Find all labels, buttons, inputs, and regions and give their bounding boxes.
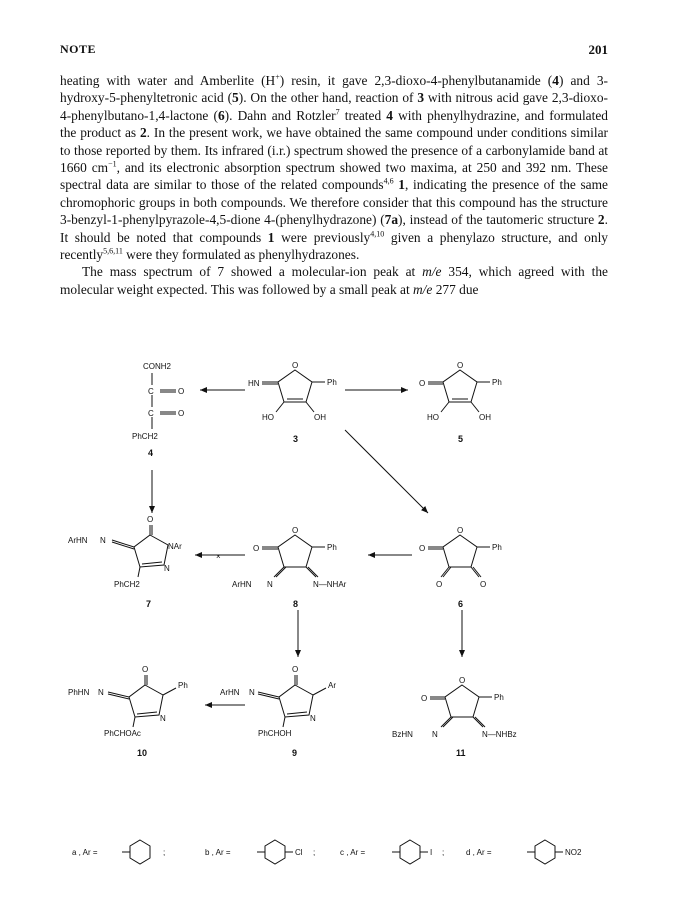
text-segment: , and its electronic absorption spectrum showed two maxima, at 250 and 392 nm. These spectral data are similar to those of the related compounds — [60, 160, 608, 193]
label-nitrogen: N — [98, 688, 104, 697]
label-ph: Ph — [178, 681, 188, 690]
label-oxygen: O — [253, 544, 260, 553]
text-segment: given a phenylazo structure, and only recently — [60, 229, 608, 263]
text-segment: 4 — [552, 73, 559, 88]
label-ring-oxygen: O — [457, 526, 464, 535]
text-segment: with phenylhydrazine, and formulated the product as — [60, 107, 608, 141]
label-arhn: ArHN — [68, 536, 88, 545]
label-arhn: ArHN — [220, 688, 240, 697]
legend-d-substituent: NO2 — [565, 848, 582, 857]
text-segment: ) and 3-hydroxy-5-phenyltetronic acid ( — [60, 73, 608, 106]
text-segment: were they formulated as phenylhydrazones. — [122, 247, 360, 263]
compound-3-ring — [262, 370, 325, 412]
text-segment: 1 — [267, 229, 275, 245]
text-segment: The mass spectrum of 7 showed a molecular-ion peak at — [82, 264, 423, 280]
legend-b-substituent: Cl — [295, 848, 303, 857]
text-segment: m/e — [413, 281, 433, 297]
text-segment: 354, which agreed with the molecular weight expected. This was followed by a small peak at — [60, 264, 608, 297]
compound-10-ring — [108, 675, 176, 727]
text-segment: ). Dahn and Rotzler — [224, 107, 336, 123]
benzene-ring-icon — [527, 840, 563, 864]
legend-b: b , Ar = — [205, 848, 231, 857]
label-oxygen: O — [142, 665, 149, 674]
legend-separator: ; — [442, 848, 445, 857]
label-n-nhar: N—NHAr — [313, 580, 347, 589]
label-ph: Ph — [492, 543, 502, 552]
label-carbon: C — [148, 387, 154, 396]
header-section-label: NOTE — [60, 42, 97, 56]
label-nitrogen: N — [267, 580, 273, 589]
compound-5-ring — [428, 370, 490, 412]
text-segment: heating with water and Amberlite (H — [60, 73, 276, 88]
text-segment: 4,6 — [383, 176, 394, 186]
label-oxygen: O — [480, 580, 487, 589]
label-oh: OH — [314, 413, 326, 422]
legend-separator: ; — [313, 848, 316, 857]
text-segment: 1 — [398, 177, 405, 193]
label-oxygen: O — [292, 665, 299, 674]
text-segment: m/e — [422, 264, 442, 280]
compound-8-ring — [262, 535, 325, 577]
text-segment: ). On the other hand, reaction of — [238, 90, 418, 106]
label-oxygen: O — [419, 544, 426, 553]
label-hn: HN — [248, 379, 260, 388]
benzene-ring-icon — [122, 840, 150, 864]
text-segment: , indicating the presence of the same chromophoric groups in both compounds. We therefore consider that this compound has the structure 3-benzyl-1-phenylpyrazole-4,5-dione 4-(phenylhydrazone) ( — [60, 177, 608, 228]
text-segment: 3 — [417, 90, 425, 106]
aryl-legend — [0, 830, 676, 880]
benzene-ring-icon — [257, 840, 293, 864]
label-oxygen: O — [178, 387, 185, 396]
text-segment: + — [275, 72, 280, 82]
label-ph: Ph — [494, 693, 504, 702]
compound-number-10: 10 — [137, 748, 148, 758]
legend-c-substituent: I — [430, 848, 433, 857]
label-ar: Ar — [328, 681, 336, 690]
label-ph: Ph — [492, 378, 502, 387]
label-nitrogen: N — [164, 564, 170, 573]
label-nitrogen: N — [100, 536, 106, 545]
text-segment: −1 — [108, 159, 117, 169]
compound-11-ring — [430, 685, 492, 727]
text-segment: 7 — [335, 107, 340, 117]
label-nitrogen: N — [310, 714, 316, 723]
text-segment: 5 — [232, 90, 239, 106]
legend-separator: ; — [163, 848, 166, 857]
label-arhn: ArHN — [232, 580, 252, 589]
text-segment: . It should be noted that compounds — [60, 212, 608, 245]
label-ho: HO — [427, 413, 439, 422]
compound-number-9: 9 — [292, 748, 298, 758]
benzene-ring-icon — [392, 840, 428, 864]
text-segment: 5,6,11 — [103, 246, 123, 256]
running-header — [60, 42, 608, 58]
compound-number-3: 3 — [293, 434, 299, 444]
label-oxygen: O — [178, 409, 185, 418]
label-ring-oxygen: O — [457, 361, 464, 370]
label-oxygen: O — [436, 580, 443, 589]
label-ph: Ph — [327, 378, 337, 387]
reaction-scheme — [0, 345, 676, 865]
label-carbon: C — [148, 409, 154, 418]
label-phhn: PhHN — [68, 688, 90, 697]
text-segment: were previously — [274, 229, 371, 245]
compound-4-structure — [152, 373, 176, 429]
label-nitrogen: N — [160, 714, 166, 723]
compound-number-8: 8 — [293, 599, 299, 609]
text-segment: ) resin, it gave 2,3-dioxo-4-phenylbutanamide ( — [279, 73, 553, 88]
legend-d: d , Ar = — [466, 848, 492, 857]
label-ring-oxygen: O — [292, 526, 299, 535]
legend-c: c , Ar = — [340, 848, 366, 857]
body-text — [60, 72, 608, 298]
label-phch2: PhCH2 — [132, 432, 158, 441]
label-ph: Ph — [327, 543, 337, 552]
label-ring-oxygen: O — [459, 676, 466, 685]
label-ho: HO — [262, 413, 274, 422]
compound-number-11: 11 — [456, 748, 466, 758]
compound-9-ring — [258, 675, 326, 727]
text-segment: with nitrous acid gave 2,3-dioxo-4-phenylbutano-1,4-lactone ( — [60, 90, 608, 123]
label-ring-oxygen: O — [292, 361, 299, 370]
text-segment: 7a — [384, 212, 399, 228]
legend-a: a , Ar = — [72, 848, 98, 857]
text-segment: 4 — [386, 107, 393, 123]
label-phchoh: PhCHOH — [258, 729, 292, 738]
blocked-arrow-mark: × — [216, 552, 221, 561]
compound-number-7: 7 — [146, 599, 152, 609]
label-nitrogen: N — [432, 730, 438, 739]
paragraph-2 — [60, 263, 608, 298]
text-segment: 2 — [139, 125, 147, 141]
paragraph-1 — [60, 72, 608, 263]
text-segment: treated — [339, 107, 387, 123]
text-segment: ), instead of the tautomeric structure — [398, 212, 598, 228]
label-nitrogen: N — [249, 688, 255, 697]
label-oxygen: O — [419, 379, 426, 388]
reaction-arrows — [152, 390, 462, 705]
text-segment: 277 due — [432, 281, 479, 297]
label-nar: NAr — [168, 542, 182, 551]
label-bzhn: BzHN — [392, 730, 413, 739]
text-segment: 6 — [217, 107, 225, 123]
compound-number-5: 5 — [458, 434, 464, 444]
compound-6-ring — [428, 535, 490, 577]
compound-number-6: 6 — [458, 599, 464, 609]
label-n-nhbz: N—NHBz — [482, 730, 517, 739]
compound-number-4: 4 — [148, 448, 154, 458]
label-phch2: PhCH2 — [114, 580, 140, 589]
label-oxygen: O — [421, 694, 428, 703]
label-phchoac: PhCHOAc — [104, 729, 141, 738]
text-segment: . In the present work, we have obtained the same compound under conditions similar to those reported by them. Its infrared (i.r.) spectrum showed the presence of a carbonylamide band at 1660 cm — [60, 125, 608, 176]
compound-7-ring — [112, 525, 168, 577]
label-oh: OH — [479, 413, 491, 422]
label-oxygen: O — [147, 515, 154, 524]
text-segment: 2 — [597, 212, 605, 228]
page-number: 201 — [588, 42, 608, 57]
text-segment: 4,10 — [370, 229, 385, 239]
label-conh2: CONH2 — [143, 362, 172, 371]
